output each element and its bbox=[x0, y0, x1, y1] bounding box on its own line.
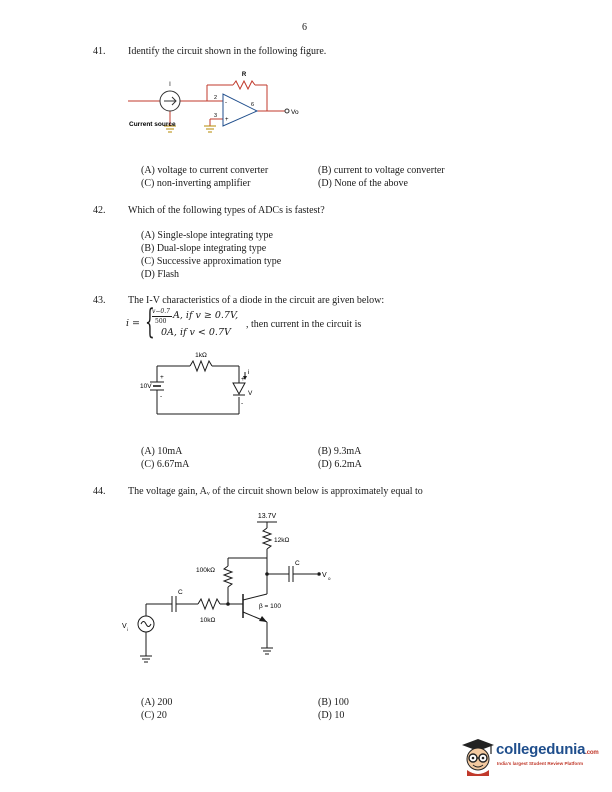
fig41-pin6: 6 bbox=[251, 102, 255, 108]
collegedunia-logo bbox=[458, 737, 608, 781]
q41-option-d: (D) None of the above bbox=[318, 178, 408, 189]
fig41-caption: Current source bbox=[129, 121, 176, 128]
logo-mascot-icon bbox=[458, 737, 496, 777]
resistor-rs bbox=[198, 599, 220, 609]
fig44-vi: V bbox=[122, 623, 127, 630]
q42-option-d: (D) Flash bbox=[141, 269, 180, 280]
fig44-rs: 10kΩ bbox=[200, 617, 216, 624]
q41-text: Identify the circuit shown in the following figure. bbox=[128, 46, 327, 57]
q43-option-d: (D) 6.2mA bbox=[318, 459, 362, 470]
q44-circuit-figure bbox=[118, 508, 358, 670]
q43-circuit-figure bbox=[140, 348, 265, 426]
emitter-arrow bbox=[259, 616, 267, 622]
resistor-rc bbox=[263, 528, 271, 549]
q42-text: Which of the following types of ADCs is fastest? bbox=[128, 205, 325, 216]
q44-option-a: (A) 200 bbox=[141, 697, 173, 708]
q42-option-a: (A) Single-slope integrating type bbox=[141, 230, 273, 241]
fig41-pin3: 3 bbox=[214, 113, 218, 119]
fig43-diode-plus: + bbox=[241, 376, 245, 383]
q43-eq-line1: A, if v ≥ 0.7V, bbox=[173, 310, 239, 321]
resistor-r bbox=[233, 81, 255, 89]
q43-eq-lhs: i = bbox=[126, 318, 141, 329]
q43-option-b: (B) 9.3mA bbox=[318, 446, 362, 457]
q42-number: 42. bbox=[93, 205, 106, 216]
resistor-rb bbox=[224, 566, 232, 587]
q43-eq-line2: 0A, if v < 0.7V bbox=[161, 327, 231, 338]
fig44-c1: C bbox=[178, 589, 183, 596]
fig43-src-plus: + bbox=[160, 374, 164, 381]
q43-brace: { bbox=[145, 302, 155, 342]
q44-number: 44. bbox=[93, 486, 106, 497]
fig43-res-label: 1kΩ bbox=[195, 352, 207, 359]
q42-option-c: (C) Successive approximation type bbox=[141, 256, 282, 267]
fig43-src-minus: - bbox=[160, 393, 163, 400]
q41-option-b: (B) current to voltage converter bbox=[318, 165, 445, 176]
fig44-beta: β = 100 bbox=[259, 603, 281, 610]
fig41-plus: + bbox=[225, 117, 229, 123]
fig43-diode-v: V bbox=[248, 390, 253, 397]
fig41-label-i: I bbox=[169, 82, 171, 88]
q44-text: The voltage gain, Aᵥ of the circuit shown below is approximately equal to bbox=[128, 486, 423, 497]
fig43-diode-minus: - bbox=[241, 400, 244, 407]
q41-option-a: (A) voltage to current converter bbox=[141, 165, 269, 176]
fig44-rb: 100kΩ bbox=[196, 567, 215, 574]
fig41-minus: - bbox=[225, 100, 227, 106]
q43-eq-tail: , then current in the circuit is bbox=[246, 319, 362, 330]
resistor-1k bbox=[190, 361, 212, 371]
q44-option-d: (D) 10 bbox=[318, 710, 345, 721]
fig44-vcc: 13.7V bbox=[257, 513, 277, 520]
fig41-pin2: 2 bbox=[214, 95, 218, 101]
q41-number: 41. bbox=[93, 46, 106, 57]
q42-option-b: (B) Dual-slope integrating type bbox=[141, 243, 267, 254]
fig43-current-i: i bbox=[248, 369, 250, 376]
q43-text: The I-V characteristics of a diode in the circuit are given below: bbox=[128, 295, 385, 306]
q43-option-c: (C) 6.67mA bbox=[141, 459, 190, 470]
q43-eq-den: 500 bbox=[155, 318, 167, 325]
logo-suffix: .com bbox=[585, 750, 599, 756]
logo-tagline: India's largest Student Review Platform bbox=[497, 761, 584, 766]
fig44-vo: V bbox=[322, 572, 327, 579]
q41-option-c: (C) non-inverting amplifier bbox=[141, 178, 251, 189]
fig41-vo: Vo bbox=[291, 109, 299, 116]
q43-number: 43. bbox=[93, 295, 106, 306]
q43-fraction-bar bbox=[152, 316, 172, 317]
fig44-rc: 12kΩ bbox=[274, 537, 290, 544]
q44-option-b: (B) 100 bbox=[318, 697, 349, 708]
logo-wordmark: collegedunia bbox=[496, 741, 586, 758]
q44-option-c: (C) 20 bbox=[141, 710, 167, 721]
q43-option-a: (A) 10mA bbox=[141, 446, 183, 457]
fig44-vi-sub: i bbox=[127, 627, 128, 632]
page-number: 6 bbox=[302, 22, 307, 33]
fig44-vo-sub: o bbox=[328, 576, 331, 581]
diode-symbol bbox=[233, 383, 245, 394]
fig41-label-r: R bbox=[241, 72, 247, 78]
fig43-src-label: 10V bbox=[140, 383, 152, 390]
q41-circuit-figure bbox=[125, 66, 315, 142]
fig44-c2: C bbox=[295, 560, 300, 567]
q43-eq-num: v−0.7 bbox=[152, 308, 170, 315]
